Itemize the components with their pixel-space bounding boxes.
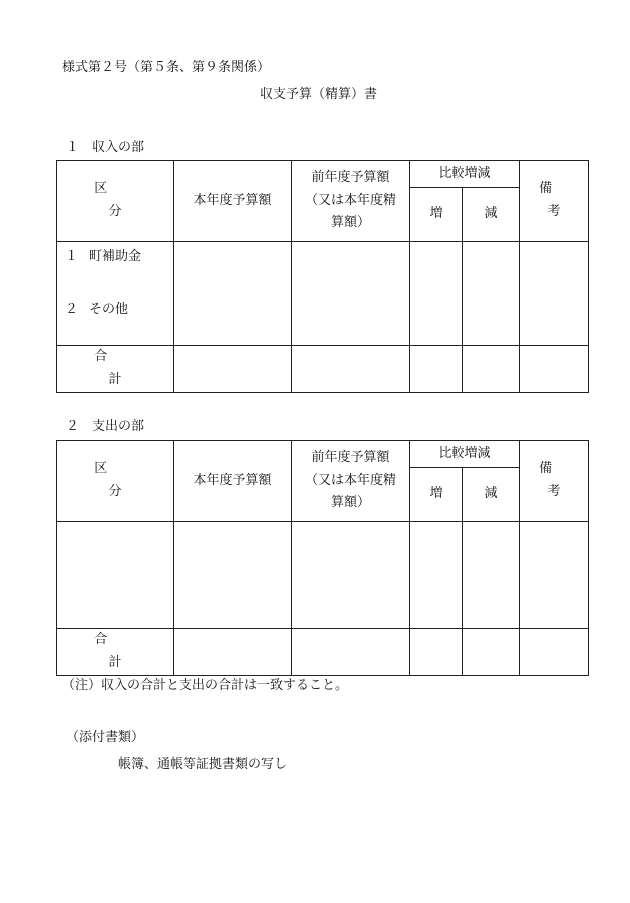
income-header-increase: 増 (410, 188, 463, 242)
income-total-increase (410, 346, 463, 393)
expense-header-comparison: 比較増減 (410, 441, 520, 468)
expense-items-cell (57, 522, 174, 629)
income-cell-decrease (463, 242, 520, 346)
form-number: 様式第２号（第５条、第９条関係） (62, 60, 271, 75)
income-items-cell (57, 242, 174, 346)
attachments-heading: （添付書類） (66, 730, 145, 745)
expense-cell-remarks (520, 522, 589, 629)
expense-section-label: ２ 支出の部 (66, 419, 145, 434)
income-total-decrease (463, 346, 520, 393)
expense-cell-increase (410, 522, 463, 629)
income-header-decrease: 減 (463, 188, 520, 242)
income-table (56, 160, 599, 393)
income-header-comparison: 比較増減 (410, 161, 520, 188)
income-total-remarks (520, 346, 589, 393)
expense-total-previous (292, 629, 410, 676)
document-title: 収支予算（精算）書 (260, 87, 378, 102)
income-cell-current (174, 242, 292, 346)
expense-header-current-budget: 本年度予算額 (174, 441, 292, 522)
expense-header-previous-budget: 前年度予算額 （又は本年度精 算額） (292, 441, 410, 522)
income-header-previous-budget: 前年度予算額 （又は本年度精 算額） (292, 161, 410, 242)
expense-header-decrease: 減 (463, 468, 520, 522)
expense-cell-current (174, 522, 292, 629)
expense-cell-previous (292, 522, 410, 629)
income-header-current-budget: 本年度予算額 (174, 161, 292, 242)
expense-header-increase: 増 (410, 468, 463, 522)
expense-header-category: 区 分 (57, 441, 174, 522)
income-section-label: １ 収入の部 (66, 140, 145, 155)
expense-total-current (174, 629, 292, 676)
income-total-label: 合 計 (57, 346, 174, 393)
income-item-subsidy: １ 町補助金 (65, 249, 142, 264)
expense-total-remarks (520, 629, 589, 676)
expense-cell-decrease (463, 522, 520, 629)
expense-total-label: 合 計 (57, 629, 174, 676)
income-total-current (174, 346, 292, 393)
expense-header-remarks: 備 考 (520, 441, 589, 522)
income-cell-previous (292, 242, 410, 346)
expense-total-increase (410, 629, 463, 676)
expense-total-decrease (463, 629, 520, 676)
expense-table (56, 440, 599, 676)
income-header-category: 区 分 (57, 161, 174, 242)
income-total-previous (292, 346, 410, 393)
note-text: （注）収入の合計と支出の合計は一致すること。 (62, 678, 349, 693)
income-cell-increase (410, 242, 463, 346)
income-header-remarks: 備 考 (520, 161, 589, 242)
attachments-text: 帳簿、通帳等証拠書類の写し (118, 757, 288, 772)
income-item-other: ２ その他 (65, 302, 129, 317)
income-cell-remarks (520, 242, 589, 346)
